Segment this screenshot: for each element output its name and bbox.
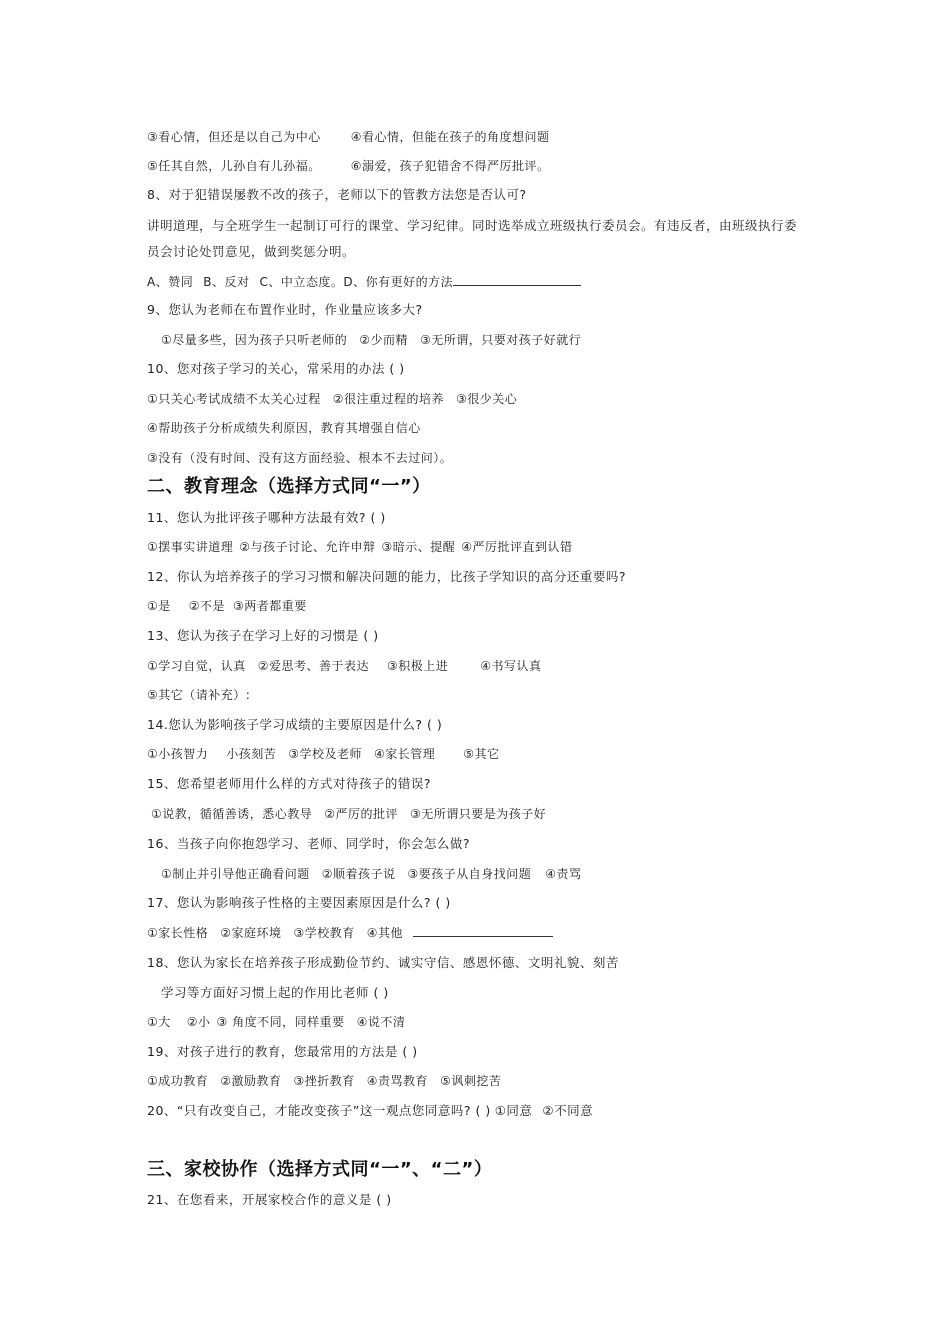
option: B、反对 (203, 275, 250, 289)
answer-blank[interactable] (413, 924, 553, 937)
option-line (161, 866, 582, 882)
option: ⑤讽刺挖苦 (440, 1074, 502, 1088)
option-line (147, 1014, 405, 1030)
option-line (151, 806, 546, 822)
option: ②激励教育 (220, 1074, 282, 1088)
question-8-text: 讲明道理，与全班学生一起制订可行的课堂、学习纪律。同时选举成立班级执行委员会。有违反者，由班级执行委 (147, 218, 798, 233)
question-21: 21、在您看来，开展家校合作的意义是 ( ) (147, 1192, 392, 1207)
option: ①成功教育 (147, 1074, 209, 1088)
option: ④看心情，但能在孩子的角度想问题 (350, 130, 550, 144)
question-8: 8、对于犯错误屡教不改的孩子，老师以下的管教方法您是否认可? (147, 187, 527, 202)
section-heading: 三、家校协作（选择方式同“一”、“二”） (147, 1159, 493, 1180)
option: ①摆事实讲道理 (147, 540, 234, 554)
option: ④严厉批评直到认错 (461, 540, 573, 554)
option: ①是 (147, 599, 171, 613)
option: ③挫折教育 (293, 1074, 355, 1088)
option: ③无所谓只要是为孩子好 (410, 807, 547, 821)
option-line (147, 924, 553, 941)
option: ②严厉的批评 (324, 807, 399, 821)
option-line (147, 273, 581, 290)
question-13: 13、您认为孩子在学习上好的习惯是 ( ) (147, 628, 379, 643)
option-line (147, 658, 542, 674)
option: ④其他 (366, 926, 404, 940)
option: ①学习自觉，认真 (147, 659, 246, 673)
question-8-text: 员会讨论处罚意见，做到奖惩分明。 (147, 244, 356, 259)
option: C、中立态度。D、你有更好的方法 (259, 275, 454, 289)
option: ③看心情，但还是以自己为中心 (147, 130, 321, 144)
option-line: ③没有（没有时间、没有这方面经验、根本不去过问）。 (147, 451, 453, 465)
option: ②小 (186, 1015, 211, 1029)
option: ③无所谓，只要对孩子好就行 (420, 333, 582, 347)
option: ②少而精 (359, 333, 409, 347)
option: ③学校及老师 (288, 747, 363, 761)
option: ③积极上进 (387, 659, 449, 673)
answer-blank[interactable] (453, 273, 581, 286)
option: ①家长性格 (147, 926, 209, 940)
option: ⑤任其自然，儿孙自有儿孙福。 (147, 159, 321, 173)
option: ①小孩智力 (147, 747, 209, 761)
section-heading: 二、教育理念（选择方式同“一”） (147, 476, 431, 497)
question-17: 17、您认为影响孩子性格的主要因素原因是什么? ( ) (147, 895, 451, 910)
option-line: ⑤其它（请补充）: (147, 688, 251, 702)
option: ③ 角度不同，同样重要 (216, 1015, 345, 1029)
option-line (147, 539, 573, 555)
option-line: ④帮助孩子分析成绩失利原因，教育其增强自信心 (147, 421, 421, 435)
option: ⑥溺爱，孩子犯错舍不得严厉批评。 (350, 159, 550, 173)
option-line (147, 129, 550, 145)
option-line (147, 746, 500, 762)
question-16: 16、当孩子向你抱怨学习、老师、同学时，你会怎么做? (147, 836, 471, 851)
option: ④家长管理 (374, 747, 436, 761)
option: ②爱思考、善于表达 (257, 659, 370, 673)
option: ①说教，循循善诱，悉心教导 (151, 807, 313, 821)
option: ④说不清 (356, 1015, 406, 1029)
option: ③暗示、提醒 (381, 540, 456, 554)
option: ①只关心考试成绩不太关心过程 (147, 392, 321, 406)
option-line (161, 332, 581, 348)
option-line (147, 158, 550, 174)
question-10: 10、您对孩子学习的关心，常采用的办法 ( ) (147, 361, 405, 376)
option: A、赞同 (147, 275, 194, 289)
question-19: 19、对孩子进行的教育，您最常用的方法是 ( ) (147, 1044, 418, 1059)
option: ④责骂教育 (366, 1074, 429, 1088)
option: ②很注重过程的培养 (332, 392, 445, 406)
question-15: 15、您希望老师用什么样的方式对待孩子的错误? (147, 776, 432, 791)
question-18: 18、您认为家长在培养孩子形成勤俭节约、诚实守信、感恩怀德、文明礼貌、刻苦 (147, 955, 619, 970)
option: ③很少关心 (456, 392, 518, 406)
question-18-cont: 学习等方面好习惯上起的作用比老师 ( ) (161, 985, 389, 1000)
option: ③两者都重要 (233, 599, 307, 613)
option: ①大 (147, 1015, 171, 1029)
option: ②不是 (188, 599, 226, 613)
option: ②与孩子讨论、允许申辩 (239, 540, 376, 554)
option-line (147, 598, 307, 614)
option: ④书写认真 (480, 659, 542, 673)
option: ②顺着孩子说 (321, 867, 396, 881)
option: ③学校教育 (293, 926, 355, 940)
option: ⑤其它 (463, 747, 500, 761)
option: ①尽量多些，因为孩子只听老师的 (161, 333, 348, 347)
option: 小孩刻苦 (226, 747, 277, 761)
option: ②家庭环境 (220, 926, 282, 940)
question-12: 12、你认为培养孩子的学习习惯和解决问题的能力，比孩子学知识的高分还重要吗? (147, 569, 627, 584)
question-14: 14.您认为影响孩子学习成绩的主要原因是什么? ( ) (147, 717, 443, 732)
option: ④责骂 (545, 867, 582, 881)
option: ①同意 (494, 1103, 533, 1118)
option: ③要孩子从自身找问题 (407, 867, 532, 881)
option-line (147, 1073, 501, 1089)
question-20-text: 20、“只有改变自己，才能改变孩子”这一观点您同意吗? ( ) (147, 1103, 491, 1118)
option-line (147, 391, 517, 407)
question-11: 11、您认为批评孩子哪种方法最有效? ( ) (147, 510, 386, 525)
option: ②不同意 (542, 1103, 594, 1118)
question-20 (147, 1103, 593, 1119)
question-9: 9、您认为老师在布置作业时，作业量应该多大? (147, 302, 423, 317)
option: ①制止并引导他正确看问题 (161, 867, 310, 881)
